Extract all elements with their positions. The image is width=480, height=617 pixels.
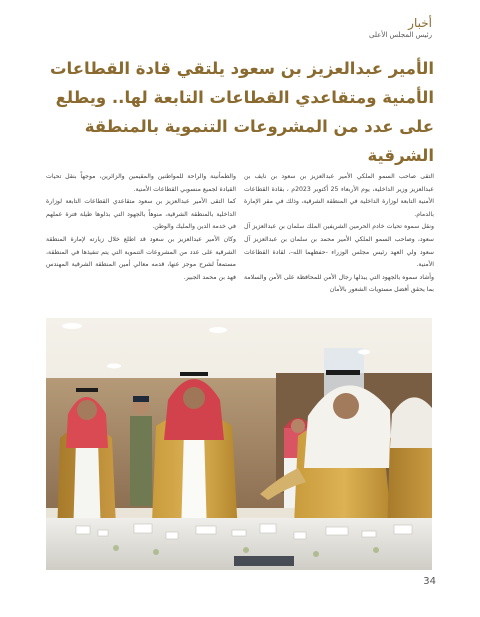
body-column-right bbox=[244, 171, 434, 297]
section-label: أخبار bbox=[408, 16, 432, 30]
paragraph: وأشاد سموه بالجهود التي يبذلها رجال الأمن للمحافظة على الأمن والسلامة بما يحقق أفضل مستويات الشعور بالأمان bbox=[244, 273, 434, 294]
photo-illustration bbox=[46, 318, 432, 570]
paragraph: ونقل سموه تحيات خادم الحرمين الشريفين الملك سلمان بن عبدالعزيز آل سعود، وصاحب السمو الملكي الأمير محمد بن سلمان بن عبدالعزيز آل سعود ولي العهد رئيس مجلس الوزراء -حفظهما الله-، لقادة القطاعات الأمنية. bbox=[244, 223, 434, 269]
page-number: 34 bbox=[423, 576, 436, 587]
paragraph: والطمأنينة والراحة للمواطنين والمقيمين والزائرين، موجهاً بنقل تحيات القيادة لجميع منسوبي القطاعات الأمنية. bbox=[46, 173, 236, 193]
article-headline: الأمير عبدالعزيز بن سعود يلتقي قادة القطاعات الأمنية ومتقاعدي القطاعات التابعة لها.. ويطلع على عدد من المشروعات التنموية بالمنطقة الشرقية bbox=[49, 59, 434, 165]
body-column-left bbox=[46, 171, 236, 284]
subsection-label: رئيس المجلس الأعلى bbox=[369, 31, 432, 39]
section-kicker bbox=[369, 16, 432, 40]
article-photo bbox=[46, 318, 432, 570]
paragraph: وكان الأمير عبدالعزيز بن سعود قد اطلع خلال زيارته لإمارة المنطقة الشرقية على عدد من المشروعات التنموية التي يتم تنفيذها في المنطقة، مستمعاً لشرح موجز عنها، قدمه معالي أمين المنطقة الشرقية المهندس فهد بن محمد الجبير. bbox=[46, 235, 236, 281]
paragraph: كما التقى الأمير عبدالعزيز بن سعود متقاعدي القطاعات التابعة لوزارة الداخلية بالمنطقة الشرقية، منوهاً بالجهود التي بذلوها طيلة فترة عملهم في خدمة الدين والمليك والوطن. bbox=[46, 198, 236, 231]
paragraph: التقى صاحب السمو الملكي الأمير عبدالعزيز بن سعود بن نايف بن عبدالعزيز وزير الداخلية، يوم الأربعاء 25 أكتوبر 2023م ، بقادة القطاعات الأمنية التابعة لوزارة الداخلية في المنطقة الشرقية، وذلك في مقر الإمارة بالدمام. bbox=[244, 173, 434, 218]
